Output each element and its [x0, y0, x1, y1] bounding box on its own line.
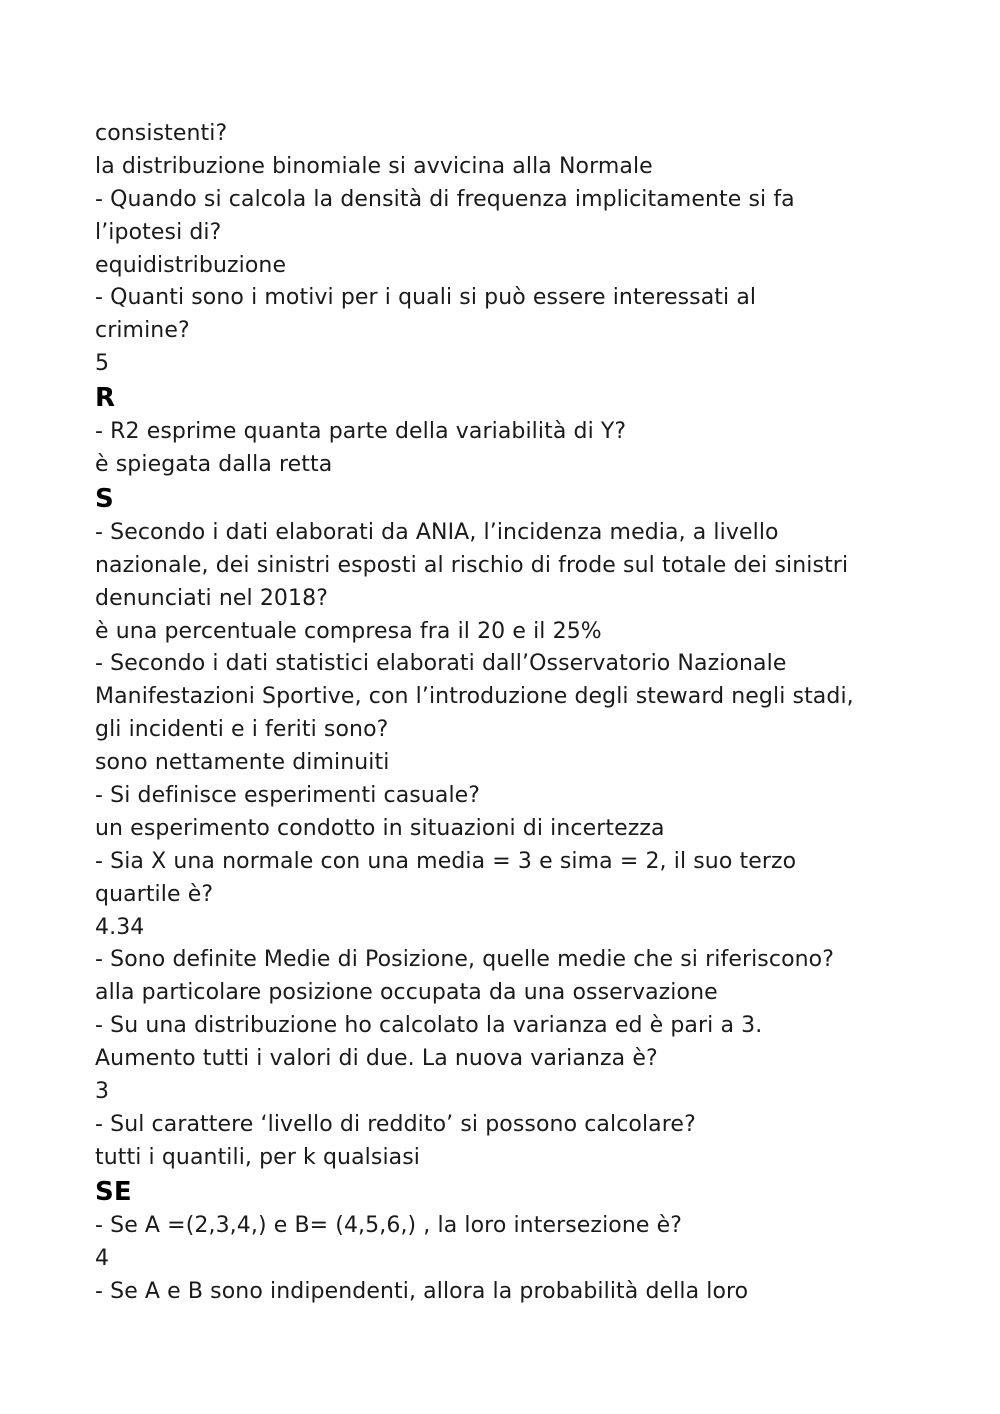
text-line: quartile è? — [95, 881, 214, 907]
text-line: la distribuzione binomiale si avvicina alla Normale — [95, 153, 653, 179]
text-line: - Secondo i dati statistici elaborati dall’Osservatorio Nazionale — [95, 651, 787, 677]
text-line: denunciati nel 2018? — [95, 585, 328, 611]
section-heading: R — [95, 383, 116, 414]
text-line: 3 — [95, 1079, 110, 1105]
text-line: l’ipotesi di? — [95, 219, 222, 245]
text-line: è una percentuale compresa fra il 20 e il 25% — [95, 618, 602, 644]
text-line: 4.34 — [95, 914, 145, 940]
text-line: consistenti? — [95, 121, 228, 146]
text-line: - Se A =(2,3,4,) e B= (4,5,6,) , la loro intersezione è? — [95, 1212, 683, 1238]
text-line: nazionale, dei sinistri esposti al rischio di frode sul totale dei sinistri — [95, 552, 849, 578]
text-line: - R2 esprime quanta parte della variabilità di Y? — [95, 419, 627, 445]
text-line: - Secondo i dati elaborati da ANIA, l’incidenza media, a livello — [95, 519, 779, 545]
text-line: - Sono definite Medie di Posizione, quelle medie che si riferiscono? — [95, 947, 835, 973]
text-line: - Si definisce esperimenti casuale? — [95, 783, 481, 809]
text-line: - Sia X una normale con una media = 3 e sima = 2, il suo terzo — [95, 848, 797, 874]
text-line: Manifestazioni Sportive, con l’introduzione degli steward negli stadi, — [95, 684, 854, 710]
text-line: crimine? — [95, 318, 190, 344]
text-line: alla particolare posizione occupata da una osservazione — [95, 980, 718, 1006]
text-line: è spiegata dalla retta — [95, 452, 333, 478]
text-line: - Quando si calcola la densità di frequenza implicitamente si fa — [95, 186, 795, 212]
page-content — [95, 118, 915, 1308]
text-line: - Quanti sono i motivi per i quali si può essere interessati al — [95, 285, 757, 311]
text-line: - Sul carattere ‘livello di reddito’ si possono calcolare? — [95, 1111, 696, 1137]
text-line: gli incidenti e i feriti sono? — [95, 717, 389, 743]
text-line: 5 — [95, 351, 110, 377]
text-line: un esperimento condotto in situazioni di incertezza — [95, 815, 665, 841]
text-line: - Su una distribuzione ho calcolato la varianza ed è pari a 3. — [95, 1013, 763, 1039]
text-line: sono nettamente diminuiti — [95, 750, 390, 776]
text-line: equidistribuzione — [95, 252, 287, 278]
text-line: Aumento tutti i valori di due. La nuova varianza è? — [95, 1046, 658, 1072]
text-line: - Se A e B sono indipendenti, allora la probabilità della loro — [95, 1278, 749, 1304]
section-heading: S — [95, 483, 114, 514]
text-line: tutti i quantili, per k qualsiasi — [95, 1144, 421, 1170]
text-line: 4 — [95, 1245, 110, 1271]
section-heading: SE — [95, 1176, 132, 1207]
